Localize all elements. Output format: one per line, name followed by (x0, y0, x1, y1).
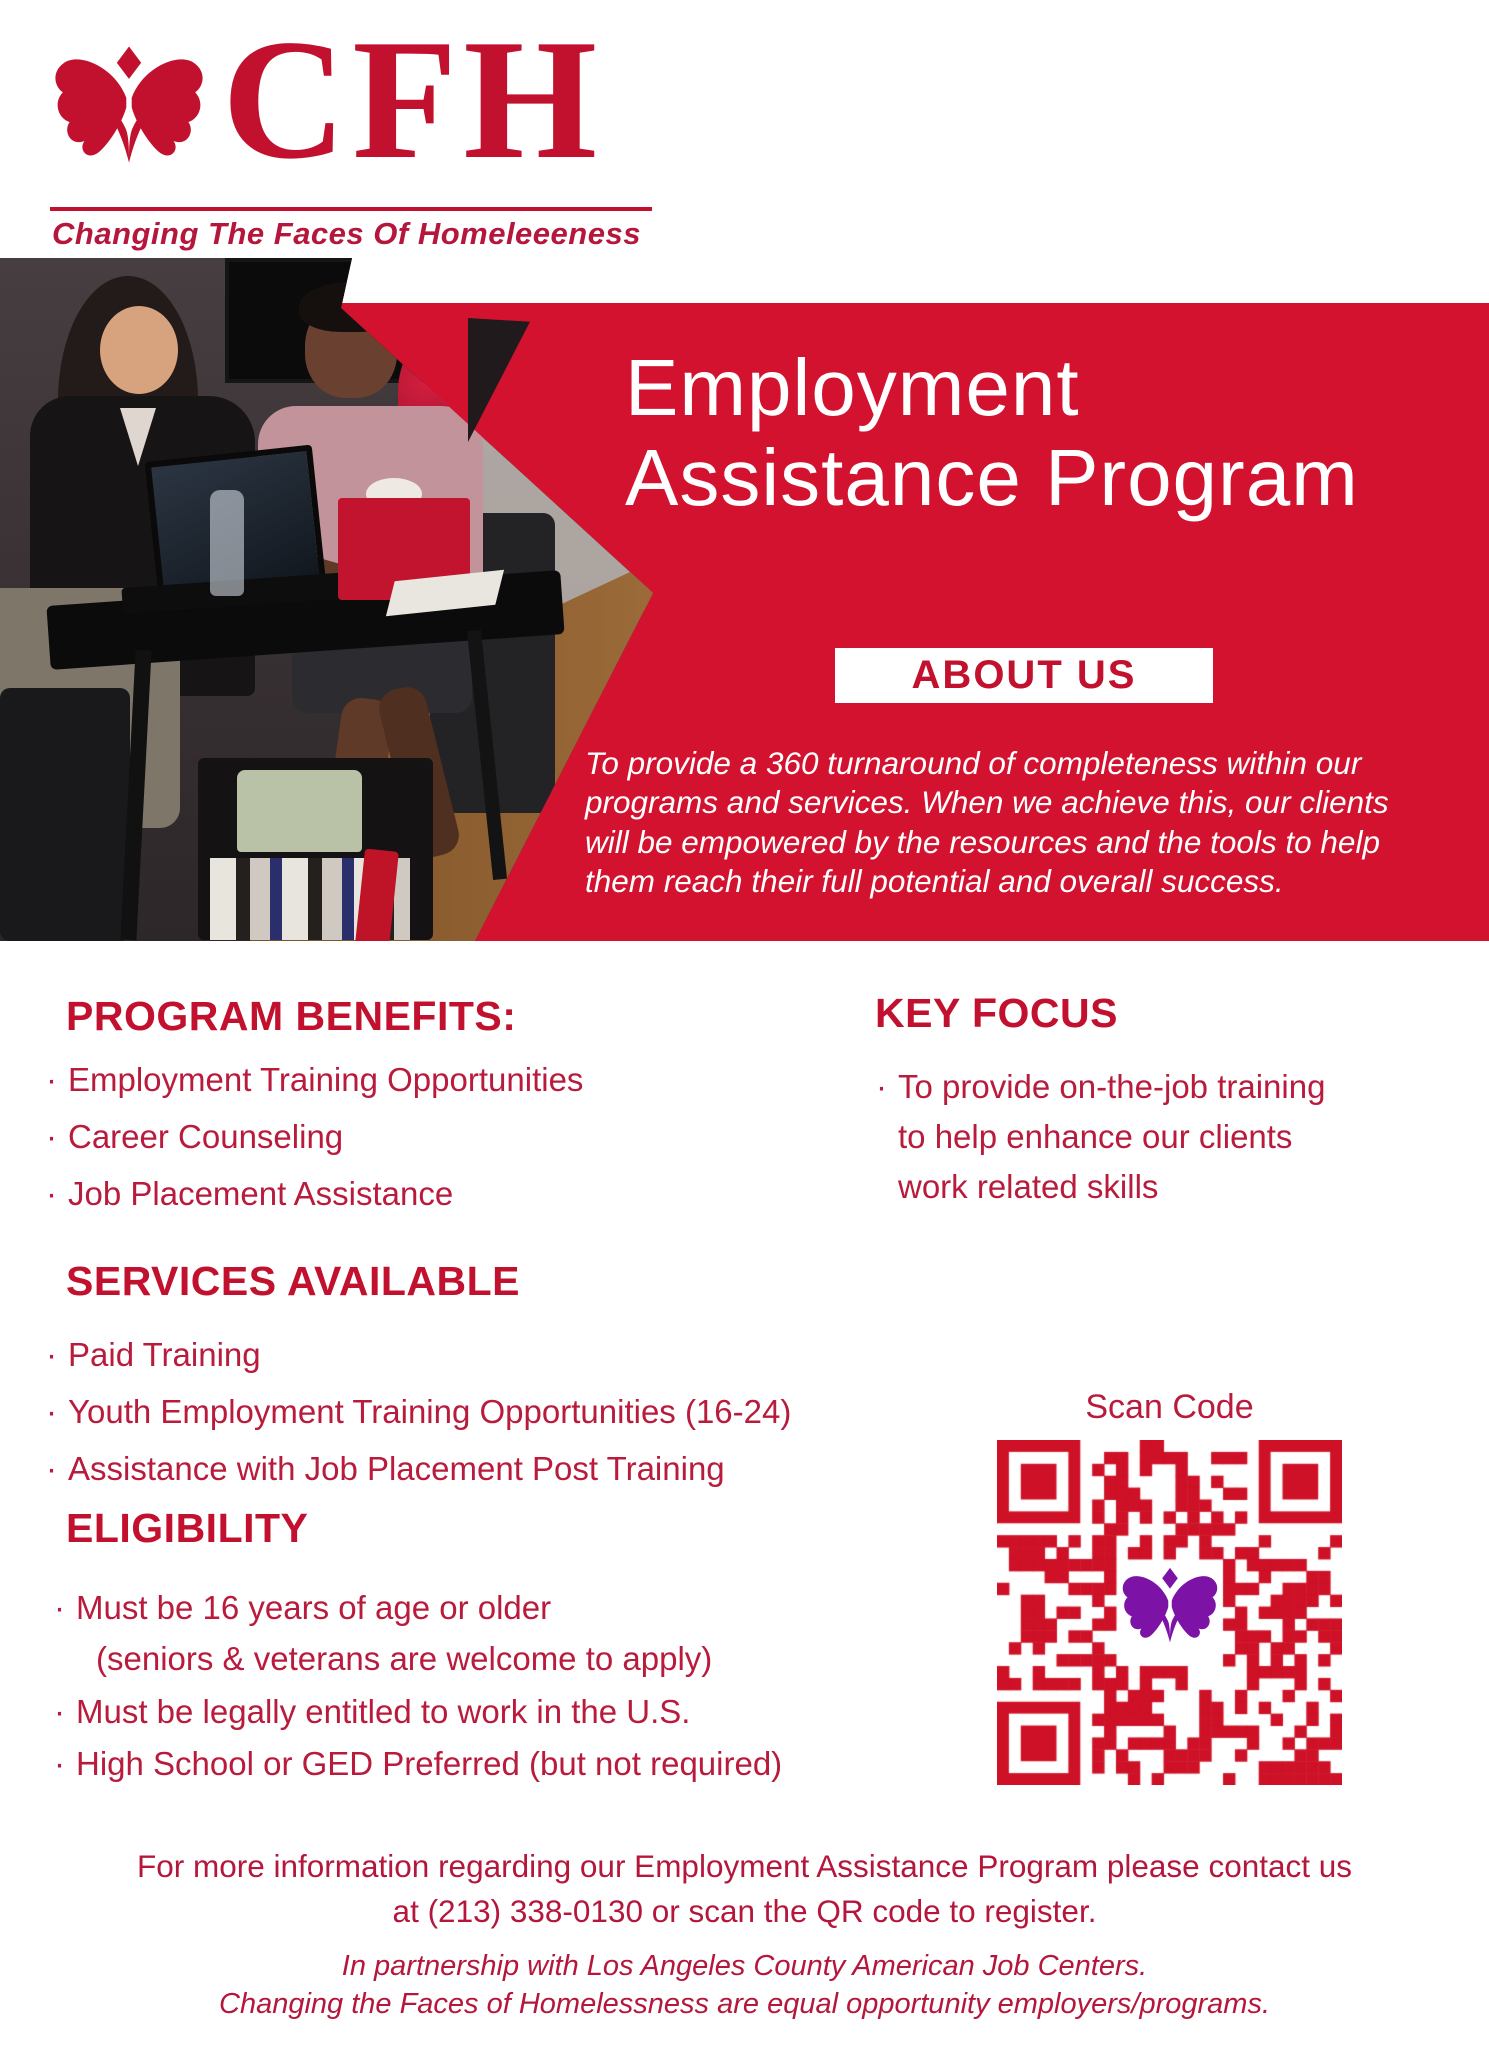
about-us-box (835, 648, 1213, 703)
brand-name: CFH (222, 5, 604, 195)
key-focus-text: to help enhance our clients (898, 1118, 1293, 1155)
program-title-line-1: Employment (625, 343, 1080, 432)
eligibility-text: Must be 16 years of age or older (76, 1589, 552, 1626)
service-text: Assistance with Job Placement Post Training (68, 1450, 725, 1487)
bullet-icon: · (876, 1068, 887, 1105)
eligibility-heading: ELIGIBILITY (66, 1505, 309, 1551)
footer-partnership-line-2: Changing the Faces of Homelessness are equal opportunity employers/programs. (219, 1988, 1270, 2020)
bullet-icon: · (46, 1061, 57, 1098)
bullet-icon: · (54, 1693, 65, 1730)
key-focus-item-line (876, 1167, 1158, 1207)
program-title-line-2: Assistance Program (625, 433, 1359, 523)
mission-statement: To provide a 360 turnaround of completeness within our programs and services. When we achieve this, our clients will be empowered by the resources and the tools to help them reach their full potential and overall success. (585, 745, 1389, 900)
photo-woman-face (100, 306, 178, 394)
scan-code-label: Scan Code (1085, 1388, 1254, 1426)
program-benefits-heading: PROGRAM BENEFITS: (66, 993, 517, 1039)
key-focus-heading: KEY FOCUS (875, 990, 1118, 1036)
program-benefit-item (46, 1174, 453, 1214)
service-text: Paid Training (68, 1336, 261, 1373)
program-title (625, 343, 1359, 524)
program-benefit-text: Employment Training Opportunities (68, 1061, 584, 1098)
eligibility-item (54, 1744, 782, 1784)
qr-code (997, 1440, 1342, 1785)
service-item (46, 1449, 725, 1489)
program-benefit-item (46, 1060, 583, 1100)
bullet-icon: · (46, 1450, 57, 1487)
key-focus-text: work related skills (898, 1168, 1159, 1205)
key-focus-item-line (876, 1117, 1292, 1157)
service-item (46, 1335, 261, 1375)
service-item (46, 1392, 791, 1432)
program-benefit-text: Job Placement Assistance (68, 1175, 454, 1212)
eligibility-item (54, 1692, 690, 1732)
photo-water-bottle (210, 490, 244, 596)
bullet-icon: · (54, 1745, 65, 1782)
footer-contact-line-2: at (213) 338-0130 or scan the QR code to register. (392, 1893, 1097, 1929)
butterfly-logo-icon (48, 38, 210, 190)
eligibility-item (54, 1588, 551, 1628)
eligibility-note: (seniors & veterans are welcome to apply) (96, 1640, 713, 1677)
eligibility-text: High School or GED Preferred (but not required) (76, 1745, 783, 1782)
program-benefit-item (46, 1117, 343, 1157)
program-benefit-text: Career Counseling (68, 1118, 344, 1155)
bullet-icon: · (46, 1336, 57, 1373)
bullet-icon: · (46, 1118, 57, 1155)
bullet-icon: · (46, 1175, 57, 1212)
key-focus-text: To provide on-the-job training (898, 1068, 1326, 1105)
about-us-label: ABOUT US (911, 653, 1137, 697)
brand-tagline: Changing The Faces Of Homeleeeness (52, 216, 641, 251)
qr-butterfly-icon (1118, 1565, 1222, 1657)
services-available-heading: SERVICES AVAILABLE (66, 1258, 520, 1304)
bullet-icon: · (46, 1393, 57, 1430)
key-focus-item (876, 1067, 1325, 1107)
service-text: Youth Employment Training Opportunities (16-24) (68, 1393, 792, 1430)
footer-contact-line-1: For more information regarding our Employment Assistance Program please contact us (136, 1848, 1353, 1884)
eligibility-text: Must be legally entitled to work in the U.S. (76, 1693, 691, 1730)
photo-green-box (237, 770, 362, 852)
brand-underline (50, 207, 652, 211)
photo-office-chair (0, 688, 130, 941)
bullet-icon: · (54, 1589, 65, 1626)
footer-partnership-line-1: In partnership with Los Angeles County American Job Centers. (341, 1950, 1148, 1982)
